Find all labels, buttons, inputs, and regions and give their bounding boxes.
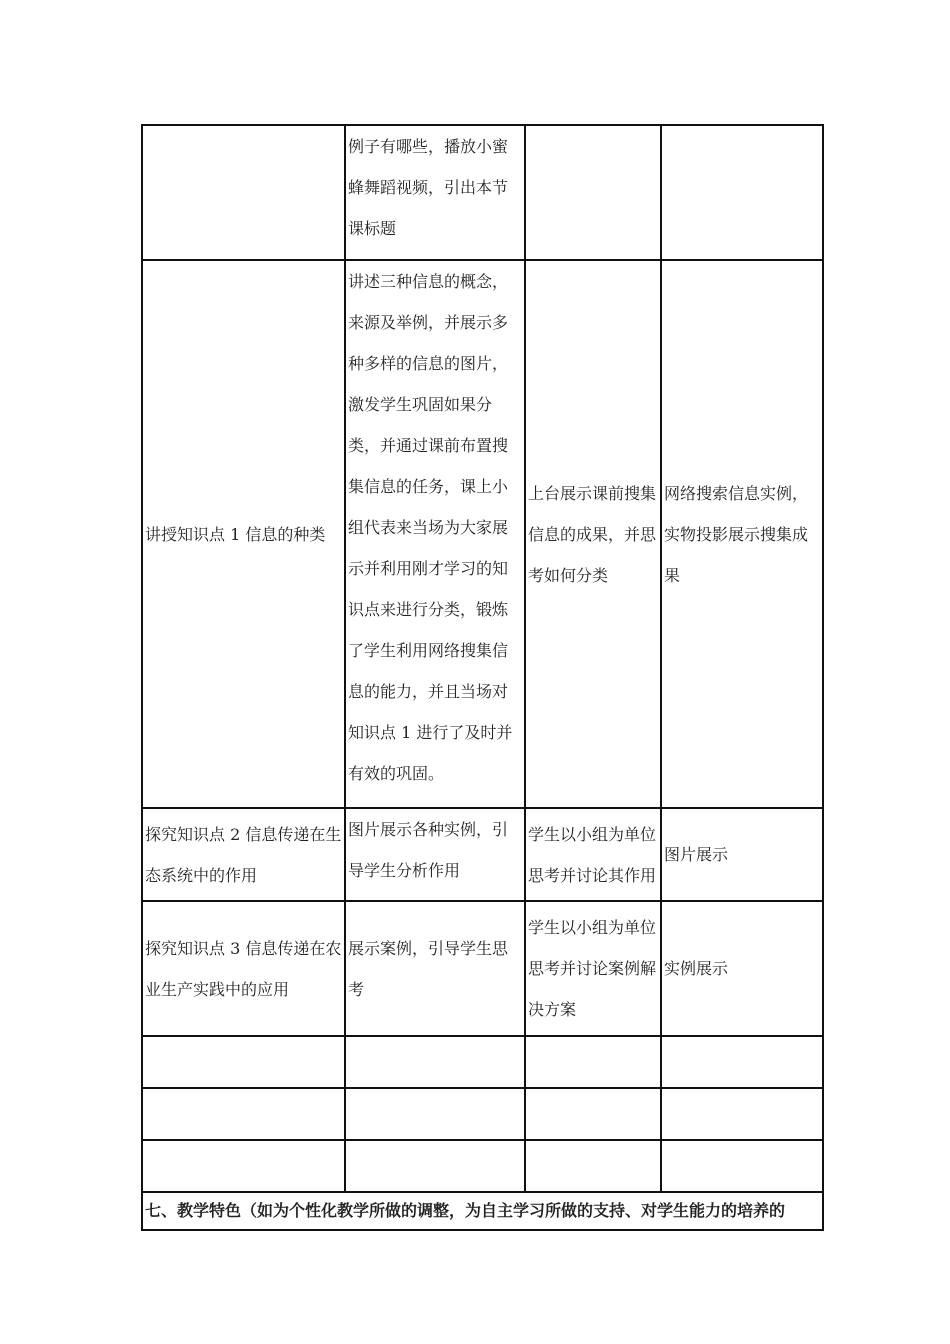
table-row <box>142 808 823 901</box>
media-cell <box>661 125 823 260</box>
stage-cell <box>142 1088 345 1140</box>
media-cell <box>661 1088 823 1140</box>
student-activity-cell <box>525 1036 661 1088</box>
student-activity-cell: 上台展示课前搜集信息的成果，并思考如何分类 <box>525 260 661 808</box>
table-row <box>142 1140 823 1192</box>
stage-cell <box>142 125 345 260</box>
teacher-activity-cell: 图片展示各种实例，引导学生分析作用 <box>345 808 525 901</box>
student-activity-cell: 学生以小组为单位思考并讨论案例解决方案 <box>525 901 661 1036</box>
table-row <box>142 125 823 260</box>
teacher-activity-cell: 讲述三种信息的概念，来源及举例，并展示多种多样的信息的图片，激发学生巩固如果分类，并通过课前布置搜集信息的任务，课上小组代表来当场为大家展示并利用刚才学习的知识点来进行分类，锻炼了学生利用网络搜集信息的能力，并且当场对知识点 1 进行了及时并有效的巩固。 <box>345 260 525 808</box>
student-activity-cell <box>525 1140 661 1192</box>
media-cell: 图片展示 <box>661 808 823 901</box>
student-activity-cell <box>525 125 661 260</box>
table-row <box>142 1036 823 1088</box>
teacher-activity-cell <box>345 1140 525 1192</box>
teacher-activity-cell: 例子有哪些，播放小蜜蜂舞蹈视频，引出本节课标题 <box>345 125 525 260</box>
media-cell <box>661 1140 823 1192</box>
teacher-activity-cell <box>345 1036 525 1088</box>
table-row <box>142 1088 823 1140</box>
table-row <box>142 260 823 808</box>
section-heading-row <box>142 1192 823 1230</box>
stage-cell <box>142 1140 345 1192</box>
media-cell: 实例展示 <box>661 901 823 1036</box>
stage-cell: 讲授知识点 1 信息的种类 <box>142 260 345 808</box>
table-row <box>142 901 823 1036</box>
stage-cell: 探究知识点 2 信息传递在生态系统中的作用 <box>142 808 345 901</box>
stage-cell: 探究知识点 3 信息传递在农业生产实践中的应用 <box>142 901 345 1036</box>
teacher-activity-cell <box>345 1088 525 1140</box>
student-activity-cell: 学生以小组为单位思考并讨论其作用 <box>525 808 661 901</box>
student-activity-cell <box>525 1088 661 1140</box>
teaching-features-heading: 七、教学特色（如为个性化教学所做的调整，为自主学习所做的支持、对学生能力的培养的 <box>142 1192 823 1230</box>
lesson-plan-table <box>141 124 824 1231</box>
teacher-activity-cell: 展示案例，引导学生思考 <box>345 901 525 1036</box>
stage-cell <box>142 1036 345 1088</box>
media-cell: 网络搜索信息实例，实物投影展示搜集成果 <box>661 260 823 808</box>
media-cell <box>661 1036 823 1088</box>
